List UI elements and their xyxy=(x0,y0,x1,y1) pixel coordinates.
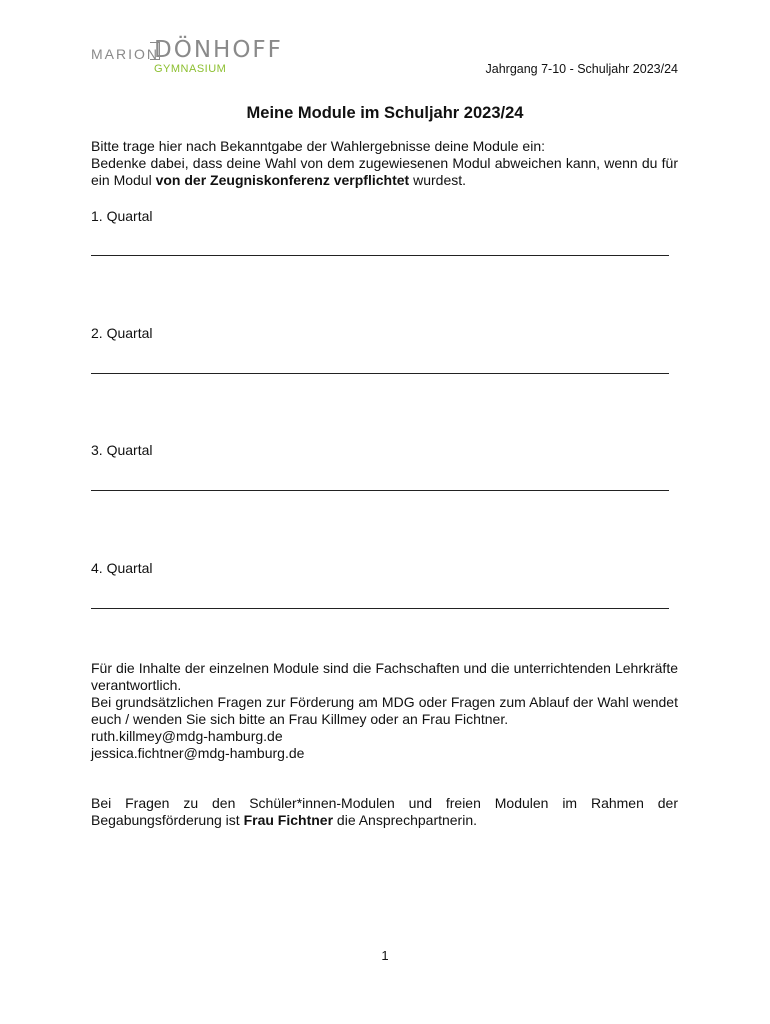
logo-donhoff-text: DÖNHOFF xyxy=(154,37,283,63)
quarter-1-label: 1. Quartal xyxy=(91,208,153,224)
quarter-3-label: 3. Quartal xyxy=(91,442,153,458)
header-year-info: Jahrgang 7-10 - Schuljahr 2023/24 xyxy=(485,62,678,76)
page-title: Meine Module im Schuljahr 2023/24 xyxy=(246,104,524,122)
intro-line-1: Bitte trage hier nach Bekanntgabe der Wahlergebnisse deine Module ein: xyxy=(91,138,545,154)
contact-bold-name: Frau Fichtner xyxy=(243,812,334,828)
contact-paragraph xyxy=(91,795,678,829)
school-logo xyxy=(88,37,328,76)
contact-text-end: die Ansprechpartnerin. xyxy=(333,812,478,828)
email-killmey: ruth.killmey@mdg-hamburg.de xyxy=(91,728,283,744)
quarter-2-entry-line[interactable] xyxy=(91,373,669,374)
contact-text-start: Bei Fragen zu den Schüler*innen-Modulen und freien Modulen im Rahmen der Begabungsförderung ist xyxy=(91,795,678,828)
quarter-1-entry-line[interactable] xyxy=(91,255,669,256)
intro-line-2-start: Bedenke dabei, dass deine Wahl von dem zugewiesenen Modul abweichen kann, wenn du für ein Modul xyxy=(91,155,678,188)
intro-bold-phrase: von der Zeugniskonferenz verpflichtet xyxy=(155,172,410,188)
contact-text xyxy=(91,795,678,829)
quarter-3-entry-line[interactable] xyxy=(91,490,669,491)
intro-text xyxy=(91,138,678,189)
info-paragraph-1: Für die Inhalte der einzelnen Module sind die Fachschaften und die unterrichtenden Lehrkräfte verantwortlich. xyxy=(91,660,678,693)
quarter-4-entry-line[interactable] xyxy=(91,608,669,609)
quarter-2-label: 2. Quartal xyxy=(91,325,153,341)
logo-gymnasium-text: GYMNASIUM xyxy=(154,63,227,75)
info-paragraph-2: Bei grundsätzlichen Fragen zur Förderung am MDG oder Fragen zum Ablauf der Wahl wendet euch / wenden Sie sich bitte an Frau Killmey oder an Frau Fichtner. xyxy=(91,694,678,727)
logo-marion-text: MARION xyxy=(91,46,159,62)
page-number: 1 xyxy=(381,948,389,963)
quarter-4-label: 4. Quartal xyxy=(91,560,153,576)
email-fichtner: jessica.fichtner@mdg-hamburg.de xyxy=(91,745,305,761)
intro-line-2 xyxy=(91,155,678,189)
intro-line-2-end: wurdest. xyxy=(409,172,467,188)
info-section xyxy=(91,660,678,762)
